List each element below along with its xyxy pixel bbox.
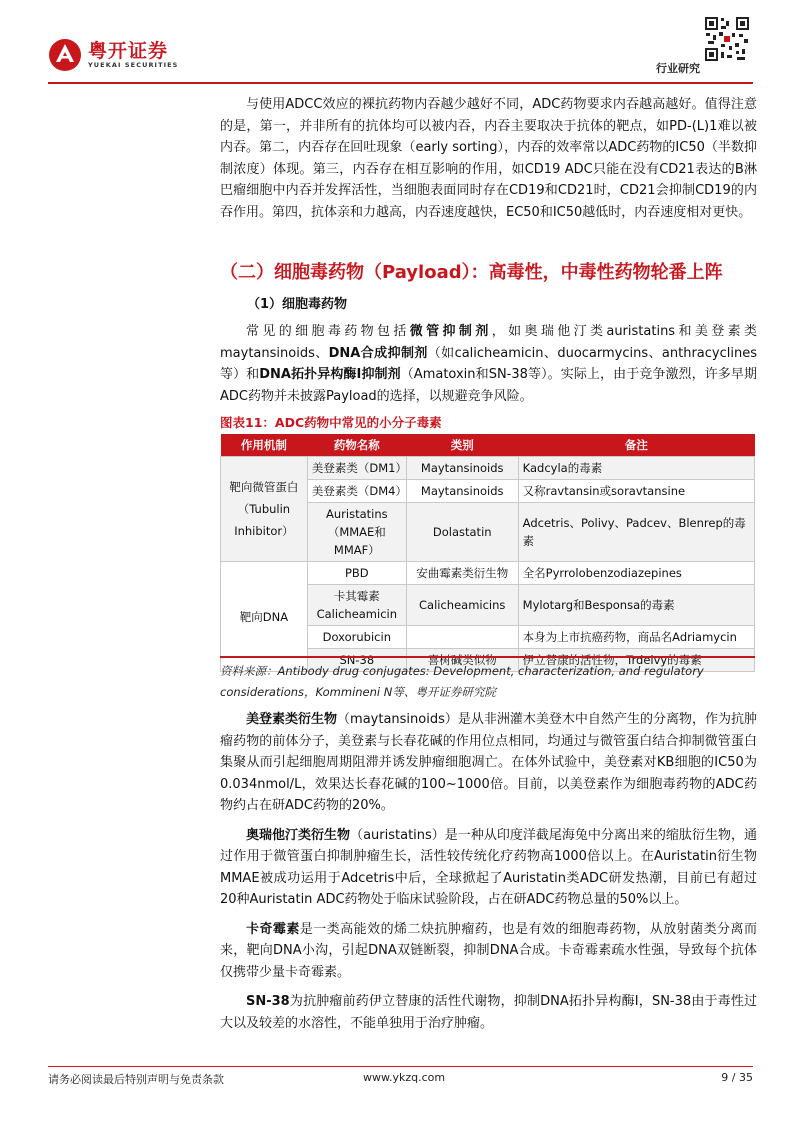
table-source: 资料来源：Antibody drug conjugates: Development, characterization, and regulatory considerations，Kommineni N等、粤开证券研究院	[220, 664, 704, 699]
class-cell: Maytansinoids	[406, 480, 518, 503]
paragraph-text: 是一类高能效的烯二炔抗肿瘤药，也是有效的细胞毒药物，从放射菌类分离而来，靶向DNA小沟，引起DNA双链断裂，抑制DNA合成。卡奇霉素疏水性强，导致每个抗体仅携带少量卡奇霉素。	[220, 921, 757, 980]
mechanism-cell: 靶向DNA	[221, 562, 308, 672]
paragraph-text: 为抗肿瘤前药伊立替康的活性代谢物，抑制DNA拓扑异构酶I，SN-38由于毒性过大以及较差的水溶性，不能单独用于治疗肿瘤。	[220, 994, 757, 1031]
paragraph-sn38	[220, 991, 757, 1034]
note-cell: 又称ravtansin或soravtansine	[518, 480, 754, 503]
class-cell: 安曲霉素类衍生物	[406, 562, 518, 585]
body-paragraphs	[220, 709, 757, 1034]
intro-section	[220, 92, 757, 223]
paragraph-calicheamicin	[220, 919, 757, 984]
drug-name-cell: 卡其霉素Calicheamicin	[307, 585, 406, 626]
intro-paragraph: 与使用ADCC效应的裸抗药物内吞越少越好不同，ADC药物要求内吞越高越好。值得注意的是，第一，并非所有的抗体均可以被内吞，内吞主要取决于抗体的靶点，如PD-(L)1难以被内吞。第二，内吞存在回吐现象（early sorting），内吞的效率常以ADC药物的IC50（半数抑制浓度）体现。第三，内吞存在相互影响的作用，如CD19 ADC只能在没有CD21表达的B淋巴瘤细胞中内吞并发挥活性，当细胞表面同时存在CD19和CD21时，CD21会抑制CD19的内吞作用。第四，抗体亲和力越高，内吞速度越快，EC50和IC50越低时，内吞速度相对更快。	[220, 97, 757, 220]
paragraph-lead: 美登素类衍生物	[246, 712, 338, 727]
table-header-cell: 作用机制	[221, 434, 308, 457]
class-cell	[406, 626, 518, 649]
toxin-table	[220, 434, 755, 672]
table-title: 图表11：ADC药物中常见的小分子毒素	[220, 415, 442, 430]
paragraph-lead: SN-38	[246, 994, 290, 1009]
paragraph-text: （auristatins）是一种从印度洋截尾海兔中分离出来的缩肽衍生物，通过作用于微管蛋白抑制肿瘤生长，活性较传统化疗药物高1000倍以上。在Auristatin衍生物MMAE被成功运用于Adcetris中后，全球掀起了Auristatin类ADC研发热潮，目前已有超过20种Auristatin ADC药物处于临床试验阶段，占在研ADC药物总量的50%以上。	[220, 827, 757, 907]
table-row	[221, 457, 755, 480]
paragraph-auristatins	[220, 825, 757, 911]
brand-name-en: YUEKAI SECURITIES	[88, 60, 179, 69]
payload-bold-1: 微管抑制剂	[409, 324, 492, 339]
drug-name-cell: PBD	[307, 562, 406, 585]
qr-code-icon	[704, 16, 750, 62]
payload-bold-3: DNA拓扑异构酶I抑制剂	[259, 367, 401, 382]
header-divider	[48, 82, 753, 84]
section-title: （二）细胞毒药物（Payload）：高毒性，中毒性药物轮番上阵	[220, 262, 723, 283]
report-type-label: 行业研究	[656, 62, 700, 75]
table-header-cell: 备注	[518, 434, 754, 457]
payload-bold-2: DNA合成抑制剂	[328, 345, 428, 361]
note-cell: Adcetris、Polivy、Padcev、Blenrep的毒素	[518, 503, 754, 562]
mechanism-cell: 靶向微管蛋白（Tubulin Inhibitor）	[221, 457, 308, 562]
paragraph-lead: 卡奇霉素	[246, 921, 300, 937]
paragraph-maytansinoids	[220, 709, 757, 817]
drug-name-cell: Auristatins（MMAE和MMAF）	[307, 503, 406, 562]
page-number: 9 / 35	[721, 1071, 753, 1084]
table-row	[221, 562, 755, 585]
note-cell: Kadcyla的毒素	[518, 457, 754, 480]
note-cell: Mylotarg和Besponsa的毒素	[518, 585, 754, 626]
table-header-cell: 药物名称	[307, 434, 406, 457]
table-header-row	[221, 434, 755, 457]
note-cell: 全名Pyrrolobenzodiazepines	[518, 562, 754, 585]
page-header	[0, 0, 793, 90]
drug-name-cell: 美登素类（DM1）	[307, 457, 406, 480]
drug-name-cell: Doxorubicin	[307, 626, 406, 649]
paragraph-text: （maytansinoids）是从非洲灌木美登木中自然产生的分离物，作为抗肿瘤药物的前体分子，美登素与长春花碱的作用位点相同，均通过与微管蛋白结合抑制微管蛋白集聚从而引起细胞周期阻滞并诱发肿瘤细胞凋亡。在体外试验中，美登素对KB细胞的IC50为0.034nmol/L，效果达长春花碱的100~1000倍。目前，以美登素作为细胞毒药物的ADC药物约占在研ADC药物的20%。	[220, 712, 757, 813]
payload-section	[220, 321, 757, 407]
yuekai-logo-icon	[48, 38, 82, 72]
class-cell: Dolastatin	[406, 503, 518, 562]
payload-text-3: （如calicheamicin、duocarmycins、anthracyclines等）和	[220, 345, 757, 382]
table-header-cell: 类别	[406, 434, 518, 457]
payload-text-4: （Amatoxin和SN-38等）。实际上，由于竞争激烈，许多早期ADC药物并未披露Payload的选择，以规避竞争风险。	[220, 367, 757, 404]
subsection-title: （1）细胞毒药物	[247, 297, 348, 312]
payload-paragraph	[220, 321, 757, 407]
class-cell: 喜树碱类似物	[406, 649, 518, 672]
brand-name-cn: 粤开证券	[88, 39, 169, 62]
note-cell: 本身为上市抗癌药物，商品名Adriamycin	[518, 626, 754, 649]
class-cell: Maytansinoids	[406, 457, 518, 480]
table-bottom-rule	[220, 656, 755, 658]
drug-name-cell: SN-38	[307, 649, 406, 672]
payload-text-2: ，如奥瑞他汀类auristatins和美登素类maytansinoids、	[220, 324, 757, 361]
brand-logo	[48, 38, 178, 72]
footer-disclaimer: 请务必阅读最后特别声明与免责条款	[48, 1073, 224, 1086]
class-cell: Calicheamicins	[406, 585, 518, 626]
drug-name-cell: 美登素类（DM4）	[307, 480, 406, 503]
footer-divider	[48, 1066, 753, 1067]
paragraph-lead: 奥瑞他汀类衍生物	[246, 827, 351, 843]
payload-text-1: 常见的细胞毒药物包括	[246, 324, 410, 339]
footer-url[interactable]: www.ykzq.com	[363, 1071, 446, 1084]
note-cell: 伊立替康的活性物，Trdelvy的毒素	[518, 649, 754, 672]
